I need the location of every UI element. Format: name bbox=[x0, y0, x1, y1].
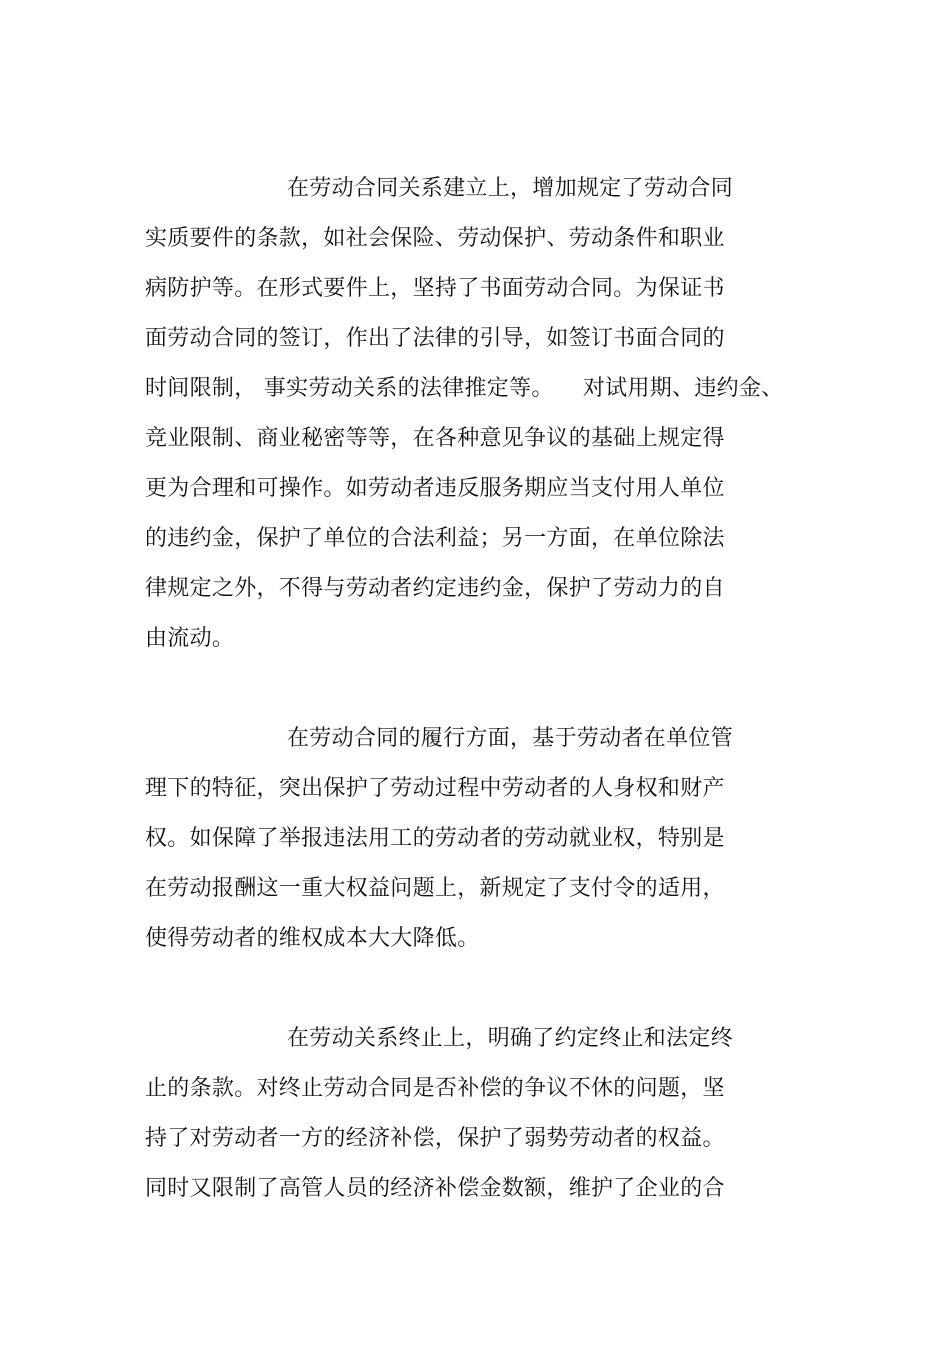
paragraph-line: 同时又限制了高管人员的经济补偿金数额，维护了企业的合 bbox=[145, 1176, 725, 1201]
paragraph-line: 权。如保障了举报违法用工的劳动者的劳动就业权，特别是 bbox=[145, 826, 725, 851]
paragraph-line: 在劳动关系终止上，明确了约定终止和法定终 bbox=[287, 1026, 734, 1051]
paragraph-line: 由流动。 bbox=[145, 626, 235, 651]
paragraph-line: 病防护等。在形式要件上，坚持了书面劳动合同。为保证书 bbox=[145, 276, 725, 301]
paragraph-line: 面劳动合同的签订，作出了法律的引导，如签订书面合同的 bbox=[145, 326, 725, 351]
paragraph-line: 的违约金，保护了单位的合法利益；另一方面，在单位除法 bbox=[145, 526, 725, 551]
paragraph-line: 更为合理和可操作。如劳动者违反服务期应当支付用人单位 bbox=[145, 476, 725, 501]
paragraph-line: 律规定之外，不得与劳动者约定违约金，保护了劳动力的自 bbox=[145, 576, 725, 601]
paragraph-line: 止的条款。对终止劳动合同是否补偿的争议不休的问题，坚 bbox=[145, 1076, 725, 1101]
paragraph-line: 时间限制， 事实劳动关系的法律推定等。 对试用期、违约金、 bbox=[145, 376, 784, 401]
paragraph-line: 竞业限制、商业秘密等等，在各种意见争议的基础上规定得 bbox=[145, 426, 725, 451]
paragraph-line: 在劳动合同关系建立上，增加规定了劳动合同 bbox=[287, 176, 734, 201]
paragraph-line: 理下的特征，突出保护了劳动过程中劳动者的人身权和财产 bbox=[145, 776, 725, 801]
paragraph-line: 使得劳动者的维权成本大大降低。 bbox=[145, 926, 480, 951]
paragraph-line: 在劳动报酬这一重大权益问题上，新规定了支付令的适用， bbox=[145, 876, 725, 901]
paragraph-line: 实质要件的条款，如社会保险、劳动保护、劳动条件和职业 bbox=[145, 226, 725, 251]
paragraph-line: 在劳动合同的履行方面，基于劳动者在单位管 bbox=[287, 726, 734, 751]
paragraph-line: 持了对劳动者一方的经济补偿，保护了弱势劳动者的权益。 bbox=[145, 1126, 725, 1151]
